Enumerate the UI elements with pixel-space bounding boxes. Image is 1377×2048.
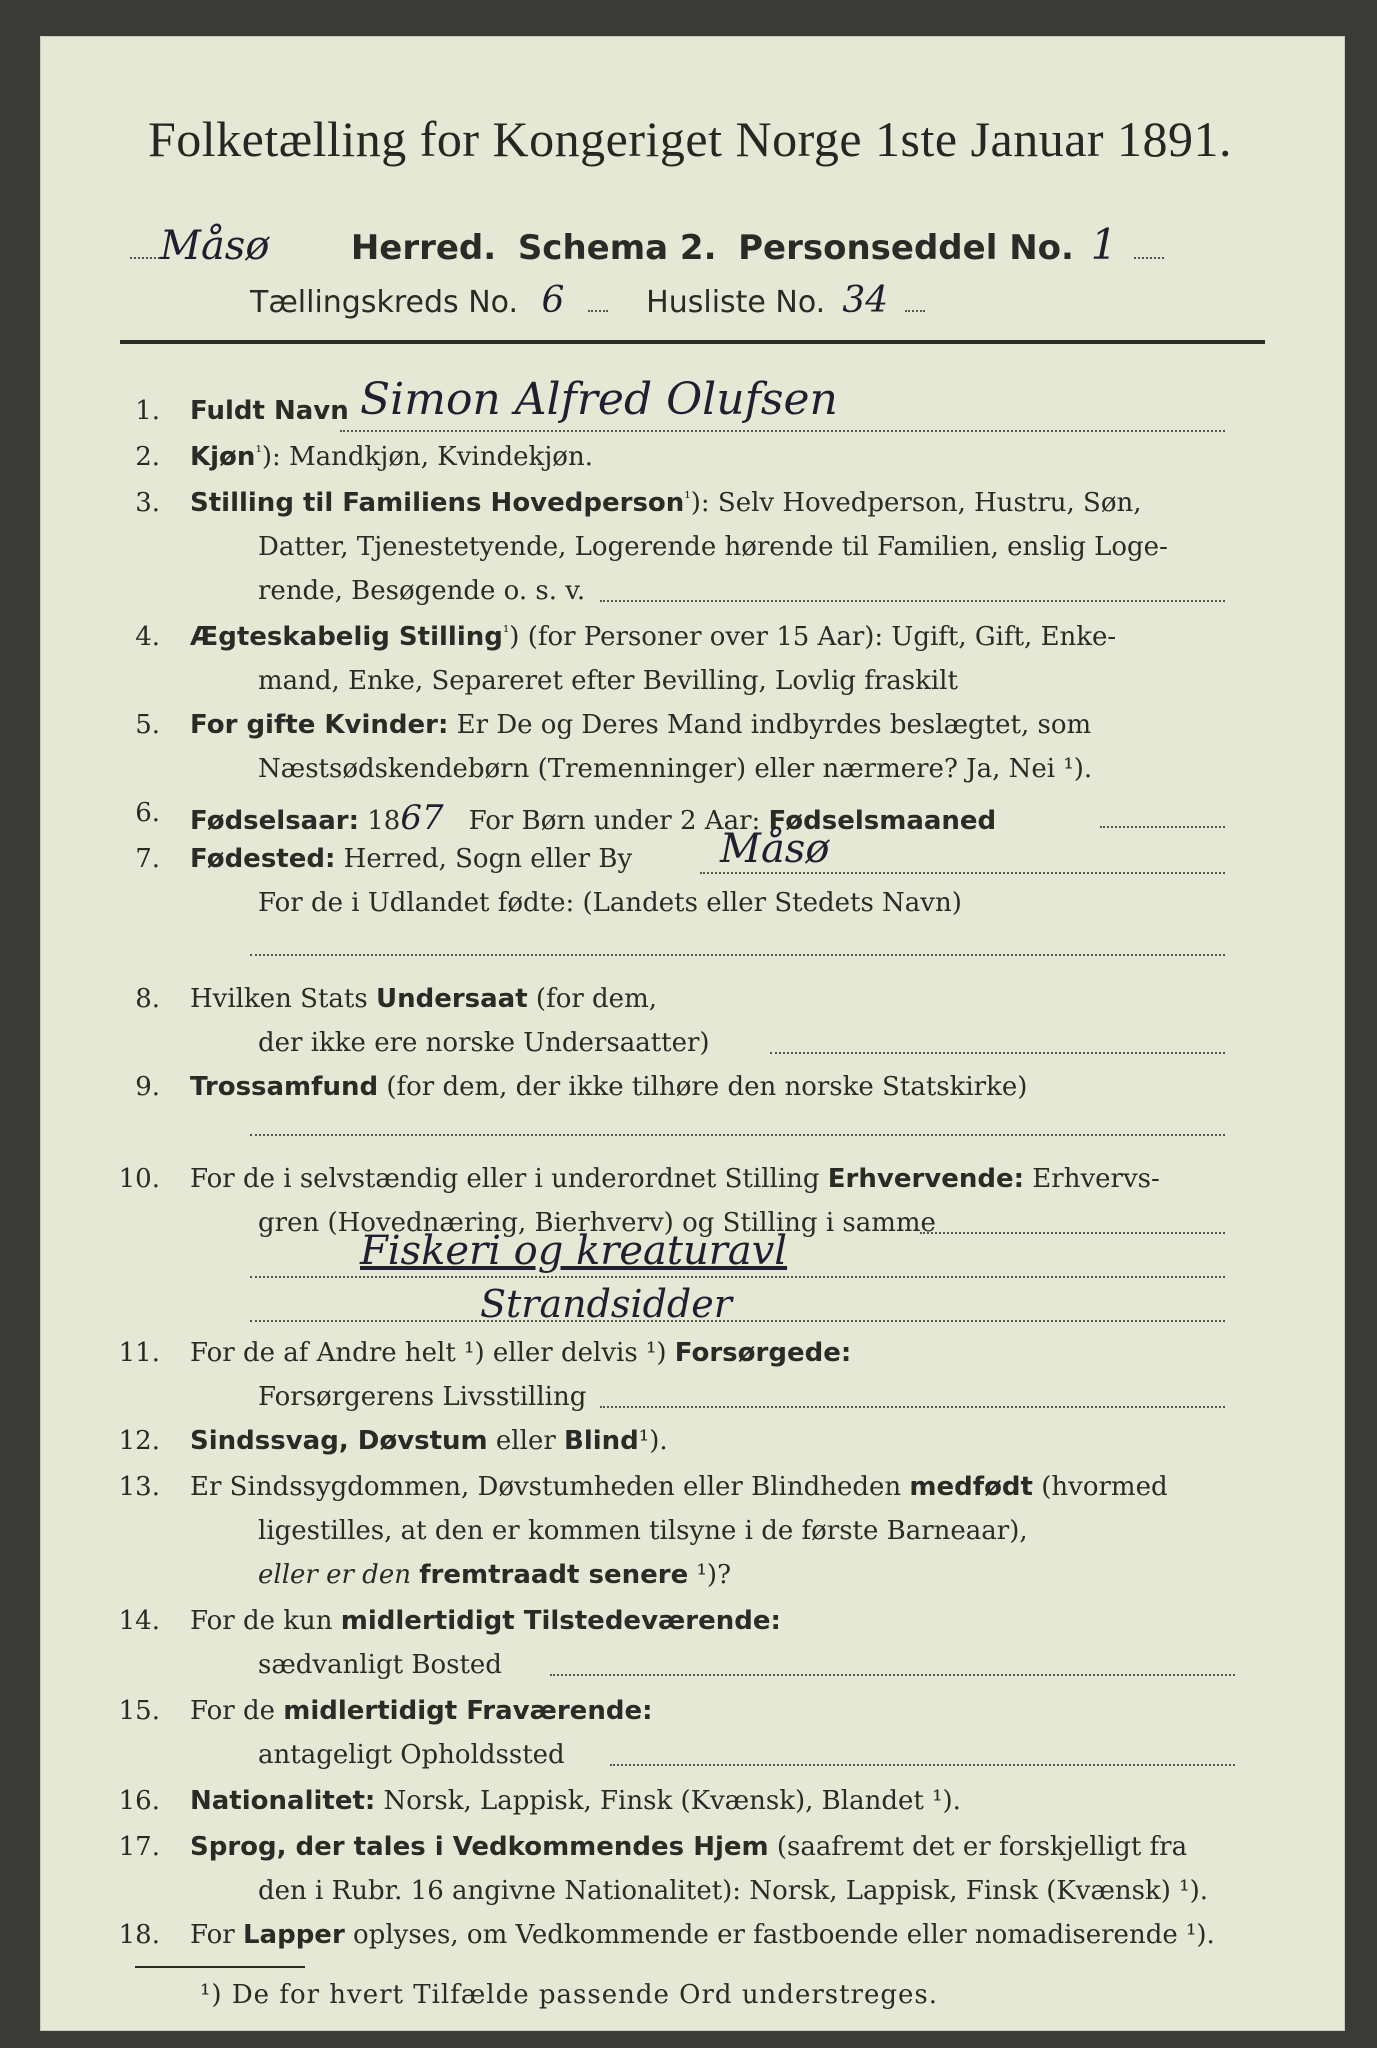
item-4-label: Ægteskabelig Stilling [190,622,503,652]
kreds-label: Tællingskreds No. [250,285,518,320]
item-17-num: 17. [118,1832,160,1862]
item-6-num: 6. [135,798,160,828]
item-7-label: Fødested: [190,844,336,874]
kreds-value: 6 [541,280,565,321]
item-16-num: 16. [118,1786,160,1816]
husliste-label: Husliste No. [646,285,826,320]
item-6-text2: For Børn under 2 Aar: [468,806,761,836]
item-2-text: ): Mandkjøn, Kvindekjøn. [261,442,593,472]
item-3-text: ): Selv Hovedperson, Hustru, Søn, [690,488,1142,518]
item-15 [190,1696,652,1726]
item-10-line2: gren (Hovednæring, Bierhverv) og Stilling i samme [258,1208,936,1238]
item-5 [190,710,1091,740]
item-10-value: Fiskeri og kreaturavl [360,1228,788,1274]
item-13-num: 13. [118,1472,160,1502]
item-15-num: 15. [118,1696,160,1726]
item-15-label: midlertidigt Fraværende: [283,1696,653,1726]
herred-value: Måsø [160,223,270,269]
item-12-text2: ¹). [638,1426,668,1456]
item-1-num: 1. [135,396,160,426]
item-9-num: 9. [135,1072,160,1102]
item-16-label: Nationalitet: [190,1786,376,1816]
item-15-dotline [610,1764,1235,1766]
census-form [40,36,1345,2031]
item-7-line2: For de i Udlandet fødte: (Landets eller Stedets Navn) [258,888,962,918]
item-15-text-pre: For de [190,1696,275,1726]
item-13 [190,1472,1168,1502]
item-9-text: (for dem, der ikke tilhøre den norske Statskirke) [386,1072,1028,1102]
item-5-text: Er De og Deres Mand indbyrdes beslægtet, som [456,710,1092,740]
item-3-num: 3. [135,488,160,518]
item-17-label: Sprog, der tales i Vedkommendes Hjem [190,1832,769,1862]
item-13-line3-label: fremtraadt senere [419,1560,689,1590]
item-1-value: Simon Alfred Olufsen [360,374,838,425]
item-9-label: Trossamfund [190,1072,379,1102]
form-title: Folketælling for Kongeriget Norge 1ste Januar 1891. [147,111,1233,167]
item-10 [190,1164,1160,1194]
item-4-line2: mand, Enke, Separeret efter Bevilling, Lovlig fraskilt [258,666,958,696]
item-8-dotline [770,1052,1225,1054]
item-17-text: (saafremt det er forskjelligt fra [776,1832,1188,1862]
item-13-text: (hvormed [1041,1472,1168,1502]
item-12-text: eller [495,1426,556,1456]
item-7 [190,844,632,874]
item-13-text-pre: Er Sindssygdommen, Døvstumheden eller Blindheden [190,1472,902,1502]
item-12 [190,1426,668,1456]
header-rule [120,340,1265,344]
item-7-text: Herred, Sogn eller By [343,844,633,874]
schema-label: Schema 2. [517,228,717,268]
item-9-dotline [250,1134,1225,1136]
personseddel-value: 1 [1090,220,1118,269]
item-15-line2: antageligt Opholdssted [258,1740,565,1770]
item-8 [190,984,657,1014]
item-6-label2: Fødselsmaaned [768,806,997,836]
item-1-label: Fuldt Navn [190,396,349,426]
item-6-text: 18 [367,806,401,836]
item-14-label: midlertidigt Tilstedeværende: [340,1606,781,1636]
footnote: ¹) De for hvert Tilfælde passende Ord understreges. [200,1980,939,2010]
item-10-text-pre: For de i selvstændig eller i underordnet Stilling [190,1164,820,1194]
item-11-text-pre: For de af Andre helt ¹) eller delvis ¹) [190,1338,667,1368]
item-3: Stilling til Familiens Hovedperson$^{^1}$): Selv Hovedperson, Hustru, Søn, [190,488,1142,518]
item-3-line2: Datter, Tjenestetyende, Logerende hørende til Familien, enslig Loge- [258,532,1168,562]
item-12-label: Sindssvag, Døvstum [190,1426,488,1456]
item-7-dotline [700,872,1225,874]
item-10-value2: Strandsidder [480,1282,732,1326]
item-6-dotline [1100,826,1225,828]
item-10-num: 10. [118,1164,160,1194]
herred-label: Herred. [350,228,497,268]
item-3-line3: rende, Besøgende o. s. v. [258,576,586,606]
item-4-text: ) (for Personer over 15 Aar): Ugift, Gift, Enke- [509,622,1117,652]
item-16-text: Norsk, Lappisk, Finsk (Kvænsk), Blandet ¹). [383,1786,961,1816]
item-8-num: 8. [135,984,160,1014]
item-5-line2: Næstsødskendebørn (Tremenninger) eller nærmere? Ja, Nei ¹). [258,754,1093,784]
item-8-text: (for dem, [535,984,657,1014]
item-3-dotline [600,600,1225,602]
item-17-line2: den i Rubr. 16 angivne Nationalitet): Norsk, Lappisk, Finsk (Kvænsk) ¹). [258,1876,1209,1906]
item-13-line3 [258,1560,731,1590]
item-6-label: Fødselsaar: [190,806,359,836]
herred-line [130,220,1164,269]
item-4-num: 4. [135,622,160,652]
item-5-label: For gifte Kvinder: [190,710,449,740]
item-2-label: Kjøn [190,442,256,472]
item-10-dotline3 [250,1320,1225,1322]
item-7-num: 7. [135,844,160,874]
item-11-num: 11. [118,1338,160,1368]
husliste-value: 34 [842,280,889,321]
item-11-line2: Forsørgerens Livsstilling [258,1382,587,1412]
item-14-line2: sædvanligt Bosted [258,1650,502,1680]
item-9 [190,1072,1027,1102]
item-11-dotline [600,1406,1225,1408]
item-18-num: 18. [118,1920,160,1950]
footnote-rule [135,1966,305,1968]
item-10-text: Erhvervs- [1032,1164,1160,1194]
item-6-value: 67 [400,798,444,838]
item-14-text-pre: For de kun [190,1606,333,1636]
personseddel-label: Personseddel No. [738,228,1074,268]
kreds-line [250,280,925,321]
item-13-line3-post: ¹)? [696,1560,732,1590]
item-10-label: Erhvervende: [827,1164,1025,1194]
item-13-line3-pre: eller er den [258,1560,411,1590]
item-18-text-pre: For [190,1920,235,1950]
item-6 [190,798,996,838]
item-17 [190,1832,1187,1862]
item-11 [190,1338,851,1368]
item-2-num: 2. [135,442,160,472]
item-11-label: Forsørgede: [674,1338,852,1368]
item-8-text-pre: Hvilken Stats [190,984,368,1014]
item-18-label: Lapper [242,1920,345,1950]
item-18-text: oplyses, om Vedkommende er fastboende eller nomadiserende ¹). [353,1920,1215,1950]
item-16 [190,1786,961,1816]
item-8-label: Undersaat [375,984,528,1014]
item-12-num: 12. [118,1426,160,1456]
item-10-dotline2 [250,1276,1225,1278]
item-8-line2: der ikke ere norske Undersaatter) [258,1028,710,1058]
item-3-label: Stilling til Familiens Hovedperson [190,488,685,518]
item-10-dotline [920,1232,1225,1234]
item-14 [190,1606,781,1636]
item-2: Kjøn$^{^1}$): Mandkjøn, Kvindekjøn. [190,442,593,472]
item-7-value: Måsø [720,826,830,872]
item-14-dotline [550,1674,1235,1676]
item-13-line2: ligestilles, at den er kommen tilsyne i de første Barneaar), [258,1516,1028,1546]
item-14-num: 14. [118,1606,160,1636]
item-1-dotline [340,430,1225,432]
item-4: Ægteskabelig Stilling$^{^1}$) (for Personer over 15 Aar): Ugift, Gift, Enke- [190,622,1117,652]
item-13-label: medfødt [909,1472,1033,1502]
item-7-dotline2 [250,954,1225,956]
item-1 [190,396,349,426]
item-18 [190,1920,1215,1950]
item-5-num: 5. [135,710,160,740]
item-12-label2: Blind [564,1426,639,1456]
